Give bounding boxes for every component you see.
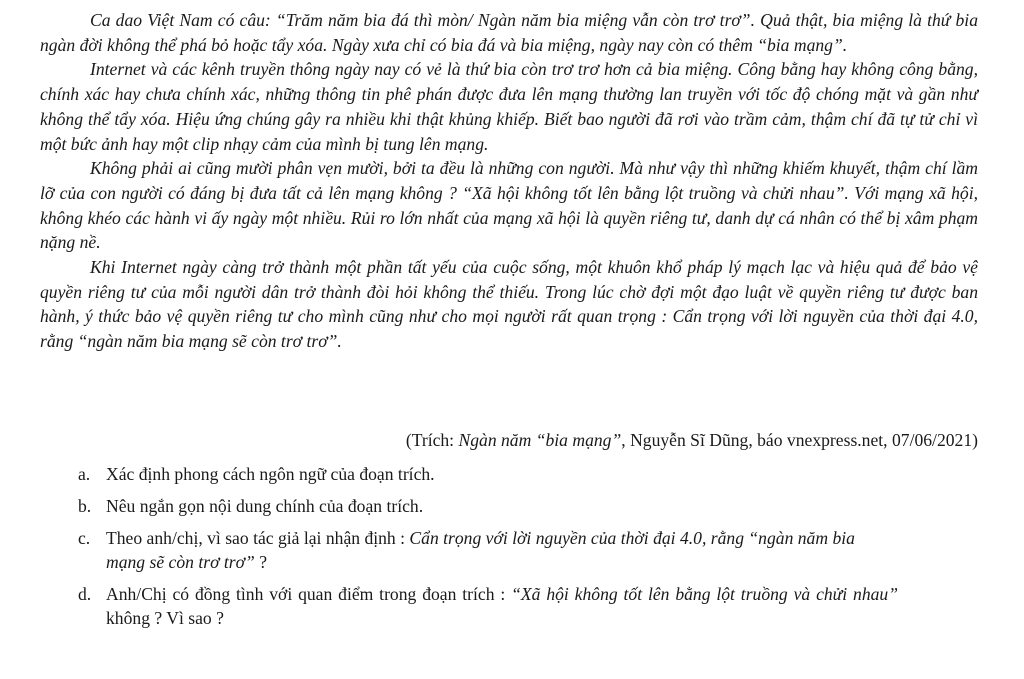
question-c-text: Theo anh/chị, vì sao tác giả lại nhận định : [106, 528, 410, 548]
question-b-marker: b. [78, 496, 92, 516]
question-d-end: không ? Vì sao ? [106, 608, 224, 628]
question-b-text: Nêu ngắn gọn nội dung chính của đoạn trích. [106, 496, 424, 516]
question-c [78, 526, 898, 574]
citation-title: Ngàn năm “bia mạng” [458, 430, 622, 450]
citation-suffix: , Nguyễn Sĩ Dũng, báo vnexpress.net, 07/06/2021) [621, 430, 978, 450]
source-citation [406, 428, 978, 452]
question-c-marker: c. [78, 528, 91, 548]
question-a-marker: a. [78, 464, 91, 484]
question-a [78, 462, 898, 486]
question-d-quote: “Xã hội không tốt lên bằng lột truồng và chửi nhau” [511, 584, 898, 604]
passage-paragraph-1: Ca dao Việt Nam có câu: “Trăm năm bia đá thì mòn/ Ngàn năm bia miệng vẫn còn trơ trơ”. Quả thật, bia miệng là thứ bia ngàn đời không thể phá bỏ hoặc tẩy xóa. Ngày xưa chỉ có bia đá và bia miệng, ngày nay còn có thêm “bia mạng”. [40, 10, 978, 55]
question-list [78, 462, 898, 638]
question-c-end: ? [254, 552, 268, 572]
passage-paragraph-3: Không phải ai cũng mười phân vẹn mười, bởi ta đều là những con người. Mà như vậy thì những khiếm khuyết, thậm chí lầm lỡ của con người có đáng bị đưa tất cả lên mạng không ? “Xã hội không tốt lên bằng lột truồng và chửi nhau”. Với mạng xã hội, không khéo các hành vi ấy ngày một nhiều. Rủi ro lớn nhất của mạng xã hội là quyền riêng tư, danh dự cá nhân có thể bị xâm phạm nặng nề. [40, 158, 978, 253]
question-d-marker: d. [78, 584, 92, 604]
question-c-quote: Cẩn trọng với lời nguyền của thời đại 4.0, rằng “ngàn năm bia mạng sẽ còn trơ trơ” [106, 528, 855, 572]
question-d [78, 582, 898, 630]
passage-paragraph-4: Khi Internet ngày càng trở thành một phần tất yếu của cuộc sống, một khuôn khổ pháp lý mạch lạc và hiệu quả để bảo vệ quyền riêng tư của mỗi người dân trở thành đòi hỏi không thể thiếu. Trong lúc chờ đợi một đạo luật về quyền riêng tư được ban hành, ý thức bảo vệ quyền riêng tư cho mình cũng như cho mọi người rất quan trọng : Cẩn trọng với lời nguyền của thời đại 4.0, rằng “ngàn năm bia mạng sẽ còn trơ trơ”. [40, 257, 978, 352]
excerpt-passage [40, 8, 978, 354]
citation-prefix: (Trích: [405, 430, 459, 450]
question-a-text: Xác định phong cách ngôn ngữ của đoạn trích. [106, 464, 435, 484]
question-b [78, 494, 898, 518]
passage-paragraph-2: Internet và các kênh truyền thông ngày nay có vẻ là thứ bia còn trơ trơ hơn cả bia miệng. Công bằng hay không công bằng, chính xác hay chưa chính xác, những thông tin phê phán được đưa lên mạng thường lan truyền với tốc độ chóng mặt và gần như không thể tẩy xóa. Hiệu ứng chúng gây ra nhiều khi thật khủng khiếp. Biết bao người đã rơi vào trầm cảm, thậm chí đã tự tử chỉ vì một bức ảnh hay một clip nhạy cảm của mình bị tung lên mạng. [40, 59, 978, 154]
question-d-text: Anh/Chị có đồng tình với quan điểm trong đoạn trích : [106, 584, 512, 604]
